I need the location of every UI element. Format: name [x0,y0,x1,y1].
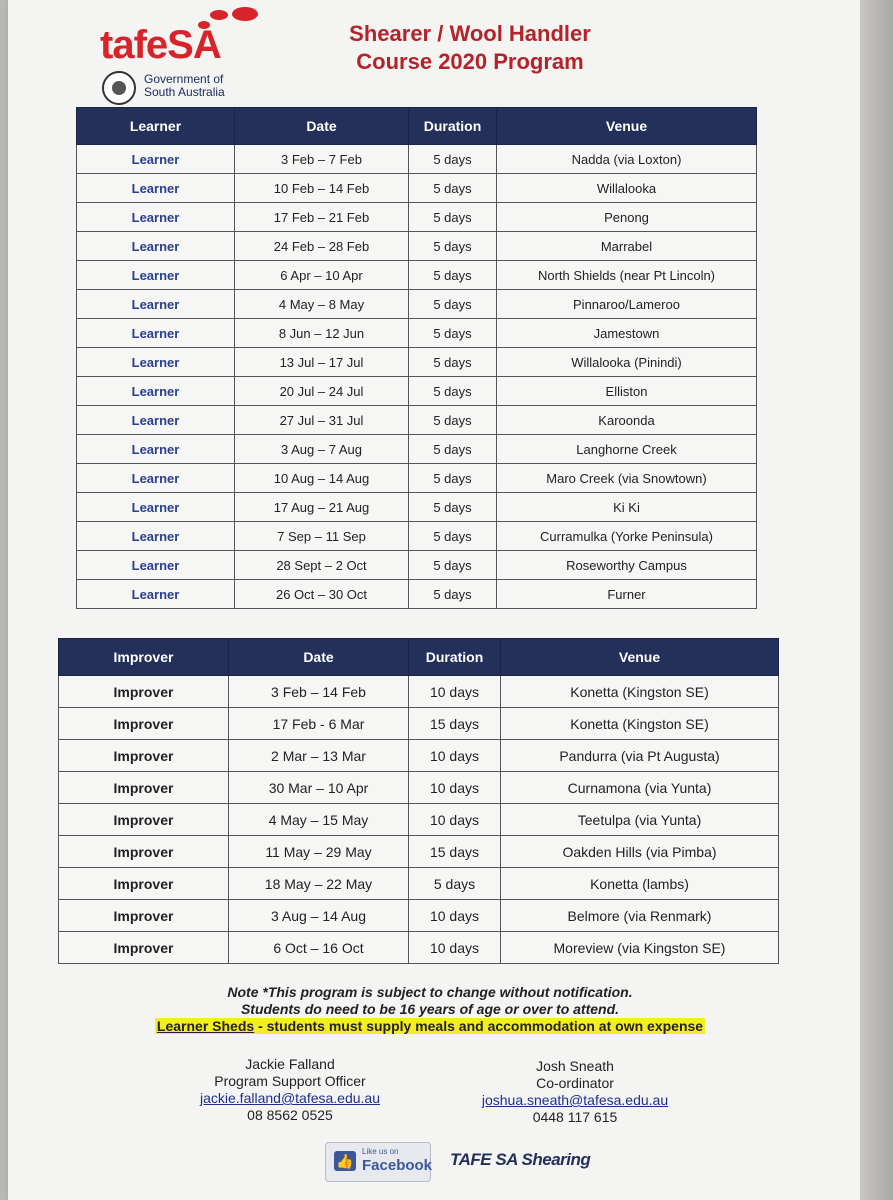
duration-cell: 5 days [409,174,497,203]
date-cell: 24 Feb – 28 Feb [235,232,409,261]
duration-cell: 15 days [409,836,501,868]
row-label: Learner [77,319,235,348]
row-label: Improver [59,932,229,964]
contact-email-link[interactable]: jackie.falland@tafesa.edu.au [200,1090,380,1106]
duration-cell: 5 days [409,145,497,174]
learner-row [77,319,757,348]
row-label: Learner [77,348,235,377]
duration-cell: 10 days [409,804,501,836]
duration-cell: 5 days [409,406,497,435]
venue-cell: Karoonda [497,406,757,435]
contact-josh [475,1058,675,1126]
duration-cell: 5 days [409,319,497,348]
row-label: Learner [77,522,235,551]
duration-cell: 10 days [409,740,501,772]
venue-cell: Oakden Hills (via Pimba) [501,836,779,868]
duration-cell: 15 days [409,708,501,740]
date-cell: 26 Oct – 30 Oct [235,580,409,609]
improver-row [59,932,779,964]
duration-cell: 5 days [409,290,497,319]
duration-cell: 10 days [409,900,501,932]
learner-row [77,522,757,551]
venue-cell: Langhorne Creek [497,435,757,464]
contact-name: Jackie Falland [245,1056,335,1072]
improver-row [59,868,779,900]
venue-cell: Konetta (Kingston SE) [501,708,779,740]
improver-header-row [59,639,779,676]
learner-row [77,464,757,493]
column-header: Improver [59,639,229,676]
learner-row [77,377,757,406]
improver-row [59,900,779,932]
program-notes [100,984,760,1035]
improver-row [59,772,779,804]
venue-cell: Konetta (lambs) [501,868,779,900]
date-cell: 3 Feb – 14 Feb [229,676,409,708]
learner-header-row [77,108,757,145]
contact-phone: 08 8562 0525 [247,1107,333,1123]
row-label: Learner [77,232,235,261]
column-header: Date [229,639,409,676]
venue-cell: Elliston [497,377,757,406]
learner-table [76,107,757,609]
date-cell: 3 Feb – 7 Feb [235,145,409,174]
venue-cell: North Shields (near Pt Lincoln) [497,261,757,290]
venue-cell: Nadda (via Loxton) [497,145,757,174]
row-label: Improver [59,804,229,836]
venue-cell: Roseworthy Campus [497,551,757,580]
contact-role: Co-ordinator [536,1075,614,1091]
venue-cell: Teetulpa (via Yunta) [501,804,779,836]
contact-phone: 0448 117 615 [532,1109,618,1125]
row-label: Learner [77,174,235,203]
tafesa-logo [100,5,260,105]
learner-row [77,203,757,232]
duration-cell: 10 days [409,932,501,964]
row-label: Learner [77,580,235,609]
date-cell: 17 Aug – 21 Aug [235,493,409,522]
learner-row [77,406,757,435]
date-cell: 4 May – 15 May [229,804,409,836]
date-cell: 17 Feb – 21 Feb [235,203,409,232]
venue-cell: Penong [497,203,757,232]
row-label: Learner [77,377,235,406]
date-cell: 3 Aug – 7 Aug [235,435,409,464]
improver-row [59,676,779,708]
venue-cell: Curnamona (via Yunta) [501,772,779,804]
venue-cell: Marrabel [497,232,757,261]
improver-row [59,708,779,740]
brand-name: tafeSA [100,23,221,67]
duration-cell: 5 days [409,261,497,290]
thumbs-up-icon: 👍 [334,1151,356,1171]
duration-cell: 10 days [409,676,501,708]
venue-cell: Curramulka (Yorke Peninsula) [497,522,757,551]
duration-cell: 5 days [409,580,497,609]
venue-cell: Belmore (via Renmark) [501,900,779,932]
learner-row [77,232,757,261]
duration-cell: 10 days [409,772,501,804]
row-label: Learner [77,203,235,232]
document-title: Shearer / Wool Handler Course 2020 Program [349,21,591,74]
date-cell: 2 Mar – 13 Mar [229,740,409,772]
facebook-badge[interactable]: 👍 Like us on Facebook [325,1142,431,1182]
government-label: Government of South Australia [144,72,225,99]
row-label: Learner [77,551,235,580]
date-cell: 3 Aug – 14 Aug [229,900,409,932]
duration-cell: 5 days [409,203,497,232]
row-label: Improver [59,900,229,932]
improver-row [59,836,779,868]
duration-cell: 5 days [409,377,497,406]
venue-cell: Willalooka (Pinindi) [497,348,757,377]
crest-icon [102,71,136,105]
date-cell: 27 Jul – 31 Jul [235,406,409,435]
learner-row [77,580,757,609]
duration-cell: 5 days [409,493,497,522]
venue-cell: Pandurra (via Pt Augusta) [501,740,779,772]
row-label: Improver [59,676,229,708]
row-label: Learner [77,290,235,319]
venue-cell: Pinnaroo/Lameroo [497,290,757,319]
date-cell: 10 Aug – 14 Aug [235,464,409,493]
contact-role: Program Support Officer [214,1073,366,1089]
row-label: Learner [77,464,235,493]
learner-row [77,174,757,203]
note-change: Note *This program is subject to change without notification. [227,984,633,1000]
date-cell: 11 May – 29 May [229,836,409,868]
learner-row [77,145,757,174]
venue-cell: Jamestown [497,319,757,348]
date-cell: 7 Sep – 11 Sep [235,522,409,551]
background-surface [860,0,893,1200]
date-cell: 28 Sept – 2 Oct [235,551,409,580]
venue-cell: Maro Creek (via Snowtown) [497,464,757,493]
learner-row [77,493,757,522]
contact-name: Josh Sneath [536,1058,614,1074]
row-label: Improver [59,772,229,804]
row-label: Improver [59,868,229,900]
row-label: Improver [59,836,229,868]
learner-row [77,435,757,464]
date-cell: 10 Feb – 14 Feb [235,174,409,203]
improver-row [59,740,779,772]
improver-table [58,638,779,964]
row-label: Learner [77,435,235,464]
column-header: Date [235,108,409,145]
note-learner-sheds: Learner Sheds - students must supply meals and accommodation at own expense [156,1018,704,1034]
column-header: Venue [497,108,757,145]
date-cell: 18 May – 22 May [229,868,409,900]
improver-row [59,804,779,836]
learner-row [77,261,757,290]
row-label: Learner [77,145,235,174]
date-cell: 4 May – 8 May [235,290,409,319]
date-cell: 20 Jul – 24 Jul [235,377,409,406]
duration-cell: 5 days [409,232,497,261]
date-cell: 17 Feb - 6 Mar [229,708,409,740]
row-label: Learner [77,406,235,435]
date-cell: 8 Jun – 12 Jun [235,319,409,348]
duration-cell: 5 days [409,464,497,493]
duration-cell: 5 days [409,551,497,580]
duration-cell: 5 days [409,435,497,464]
learner-row [77,348,757,377]
learner-row [77,551,757,580]
tafe-sa-shearing-label: TAFE SA Shearing [450,1150,591,1169]
column-header: Duration [409,639,501,676]
row-label: Improver [59,708,229,740]
venue-cell: Ki Ki [497,493,757,522]
venue-cell: Willalooka [497,174,757,203]
venue-cell: Konetta (Kingston SE) [501,676,779,708]
column-header: Duration [409,108,497,145]
date-cell: 6 Oct – 16 Oct [229,932,409,964]
venue-cell: Furner [497,580,757,609]
row-label: Improver [59,740,229,772]
duration-cell: 5 days [409,868,501,900]
duration-cell: 5 days [409,348,497,377]
row-label: Learner [77,261,235,290]
contact-email-link[interactable]: joshua.sneath@tafesa.edu.au [481,1092,669,1108]
note-age: Students do need to be 16 years of age or over to attend. [240,1001,620,1017]
contact-jackie [190,1056,390,1124]
learner-row [77,290,757,319]
date-cell: 6 Apr – 10 Apr [235,261,409,290]
duration-cell: 5 days [409,522,497,551]
column-header: Venue [501,639,779,676]
column-header: Learner [77,108,235,145]
date-cell: 13 Jul – 17 Jul [235,348,409,377]
row-label: Learner [77,493,235,522]
venue-cell: Moreview (via Kingston SE) [501,932,779,964]
date-cell: 30 Mar – 10 Apr [229,772,409,804]
